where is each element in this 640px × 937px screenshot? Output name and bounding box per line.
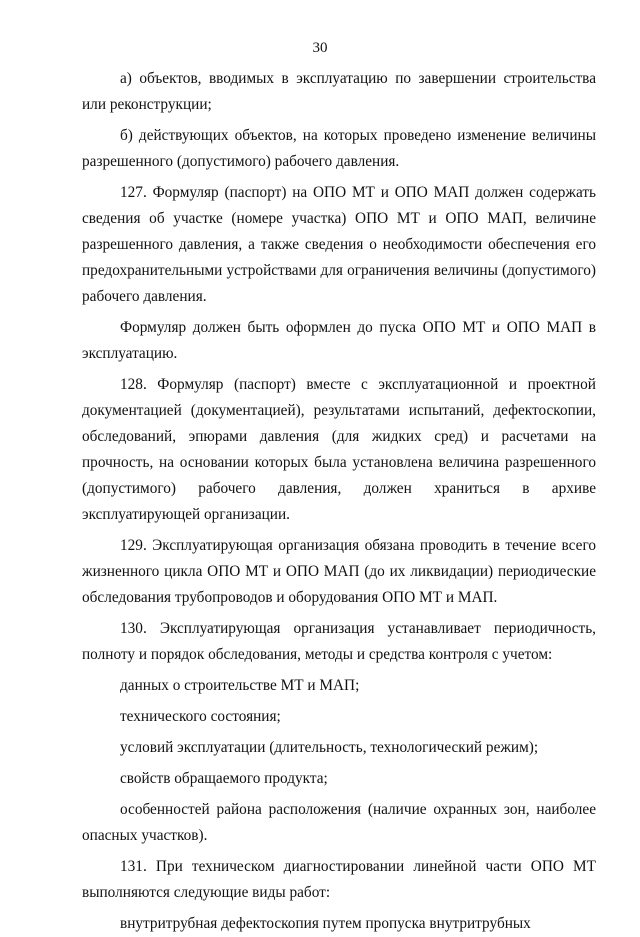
paragraph-129: 129. Эксплуатирующая организация обязана проводить в течение всего жизненного цикла ОПО МТ и ОПО МАП (до их ликвидации) периодические обследования трубопроводов и оборудования ОПО МТ и МАП. [82,537,596,606]
paragraph-item-a: а) объектов, вводимых в эксплуатацию по завершении строительства или реконструкции; [82,70,596,113]
page-number: 30 [312,40,328,56]
list-item-construction-data: данных о строительстве МТ и МАП; [120,677,360,694]
list-item-operating-conditions: условий эксплуатации (длительность, технологический режим); [120,739,539,756]
paragraph-127: 127. Формуляр (паспорт) на ОПО МТ и ОПО МАП должен содержать сведения об участке (номере участка) ОПО МТ и ОПО МАП, величине разрешенного давления, а также сведения о необходимости обеспечения его предохранительными устройствами для ограничения величины (допустимого) рабочего давления. [82,184,596,305]
paragraph-128: 128. Формуляр (паспорт) вместе с эксплуатационной и проектной документацией (документацией), результатами испытаний, дефектоскопии, обследований, эпюрами давления (для жидких сред) и расчетами на прочность, на основании которых была установлена величина разрешенного (допустимого) рабочего давления, должен храниться в архиве эксплуатирующей организации. [82,376,596,523]
list-item-area-features: особенностей района расположения (наличие охранных зон, наиболее опасных участков). [82,801,596,844]
paragraph-form-start: Формуляр должен быть оформлен до пуска ОПО МТ и ОПО МАП в эксплуатацию. [82,319,596,362]
paragraph-inline-inspection: внутритрубная дефектоскопия путем пропуска внутритрубных [120,915,531,932]
paragraph-item-b: б) действующих объектов, на которых проведено изменение величины разрешенного (допустимого) рабочего давления. [82,127,596,170]
paragraph-131: 131. При техническом диагностировании линейной части ОПО МТ выполняются следующие виды работ: [82,858,596,901]
list-item-product-properties: свойств обращаемого продукта; [120,770,328,787]
paragraph-130: 130. Эксплуатирующая организация устанавливает периодичность, полноту и порядок обследования, методы и средства контроля с учетом: [82,620,596,663]
document-body [82,66,596,937]
list-item-technical-state: технического состояния; [120,708,281,725]
